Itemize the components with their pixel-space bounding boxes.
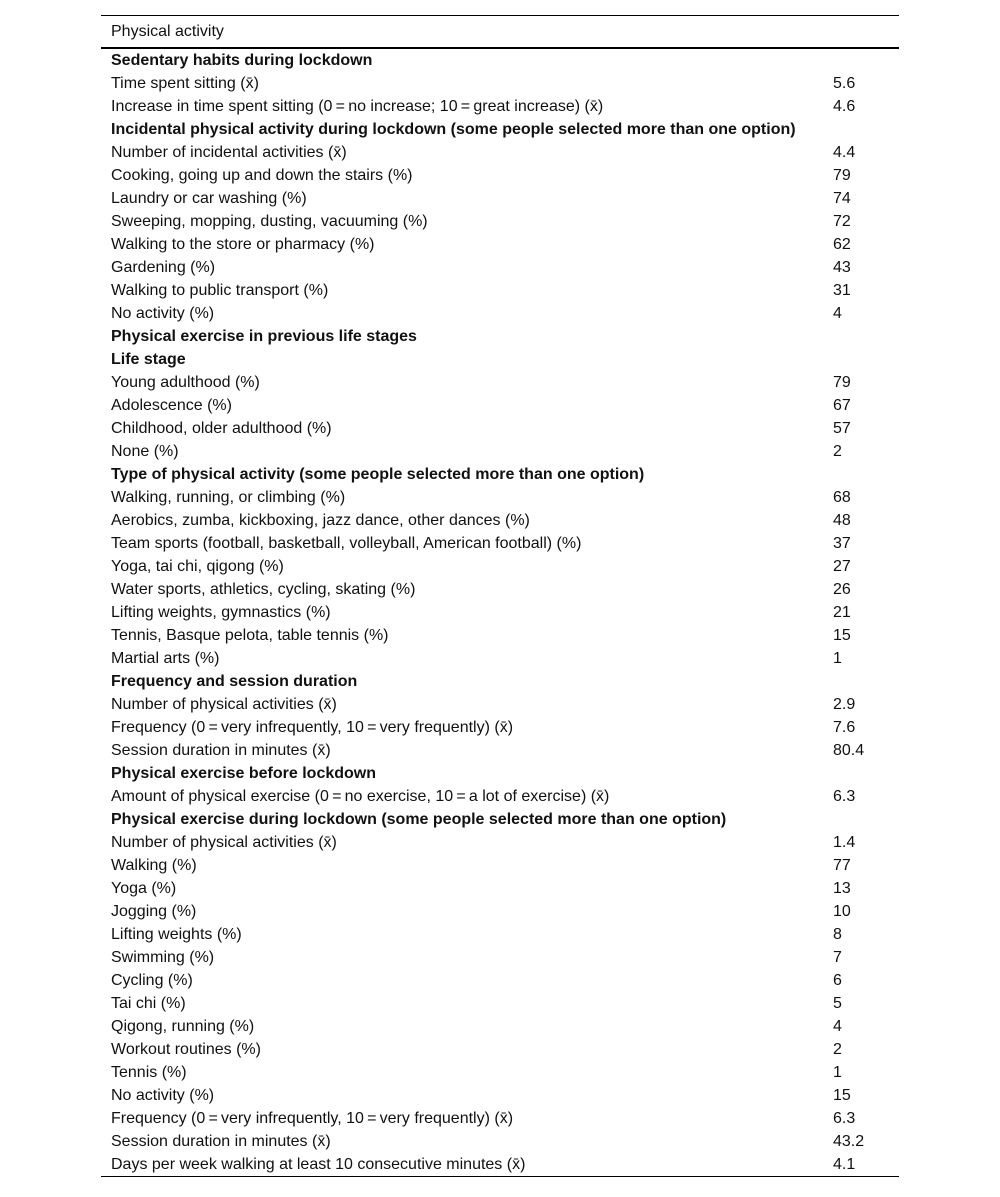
row-value bbox=[823, 325, 899, 348]
section-heading: Physical exercise during lockdown (some people selected more than one option) bbox=[111, 811, 727, 828]
row-value: 31 bbox=[833, 282, 851, 299]
row-value: 1 bbox=[833, 1064, 842, 1081]
row-value bbox=[823, 463, 899, 486]
row-label: Yoga (%) bbox=[111, 880, 177, 897]
table-row bbox=[101, 141, 899, 164]
row-label: Time spent sitting (x̄) bbox=[111, 75, 259, 92]
row-label: Number of physical activities (x̄) bbox=[111, 834, 337, 851]
table-row bbox=[101, 440, 899, 463]
row-label: Session duration in minutes (x̄) bbox=[111, 742, 331, 759]
table-row bbox=[101, 1084, 899, 1107]
row-value: 79 bbox=[833, 374, 851, 391]
section-heading: Life stage bbox=[111, 351, 186, 368]
row-value: 48 bbox=[833, 512, 851, 529]
row-label: Martial arts (%) bbox=[111, 650, 220, 667]
section-row bbox=[101, 48, 899, 72]
row-value: 1.4 bbox=[833, 834, 856, 851]
table-row bbox=[101, 509, 899, 532]
row-value: 4 bbox=[833, 1018, 842, 1035]
row-value bbox=[823, 48, 899, 72]
section-row bbox=[101, 118, 899, 141]
row-value: 79 bbox=[833, 167, 851, 184]
row-value: 37 bbox=[833, 535, 851, 552]
row-value: 13 bbox=[833, 880, 851, 897]
table-row bbox=[101, 555, 899, 578]
row-label: Days per week walking at least 10 consecutive minutes (x̄) bbox=[111, 1156, 526, 1173]
table-row bbox=[101, 532, 899, 555]
table-row bbox=[101, 95, 899, 118]
table-header bbox=[101, 16, 899, 49]
row-value: 2.9 bbox=[833, 696, 856, 713]
row-value: 4 bbox=[833, 305, 842, 322]
row-value: 10 bbox=[833, 903, 851, 920]
table-row bbox=[101, 716, 899, 739]
table-row bbox=[101, 1107, 899, 1130]
row-value: 7 bbox=[833, 949, 842, 966]
table-row bbox=[101, 1153, 899, 1176]
table-row bbox=[101, 256, 899, 279]
row-value: 4.4 bbox=[833, 144, 856, 161]
table-row bbox=[101, 578, 899, 601]
table-row bbox=[101, 601, 899, 624]
section-heading: Frequency and session duration bbox=[111, 673, 358, 690]
row-value: 4.1 bbox=[833, 1156, 856, 1173]
section-row bbox=[101, 808, 899, 831]
row-value: 77 bbox=[833, 857, 851, 874]
table-row bbox=[101, 187, 899, 210]
row-label: Gardening (%) bbox=[111, 259, 216, 276]
table-row bbox=[101, 992, 899, 1015]
table-header-title: Physical activity bbox=[101, 16, 899, 49]
row-value: 43 bbox=[833, 259, 851, 276]
section-row bbox=[101, 463, 899, 486]
section-row bbox=[101, 670, 899, 693]
table-row bbox=[101, 739, 899, 762]
row-value: 5 bbox=[833, 995, 842, 1012]
row-value: 68 bbox=[833, 489, 851, 506]
row-value: 5.6 bbox=[833, 75, 856, 92]
row-label: Workout routines (%) bbox=[111, 1041, 261, 1058]
row-label: Young adulthood (%) bbox=[111, 374, 260, 391]
row-value: 6.3 bbox=[833, 1110, 856, 1127]
row-label: Sweeping, mopping, dusting, vacuuming (%) bbox=[111, 213, 428, 230]
row-value bbox=[823, 670, 899, 693]
row-label: Lifting weights (%) bbox=[111, 926, 242, 943]
row-value: 72 bbox=[833, 213, 851, 230]
row-label: Tennis (%) bbox=[111, 1064, 187, 1081]
section-row bbox=[101, 762, 899, 785]
row-label: Swimming (%) bbox=[111, 949, 215, 966]
row-label: Number of physical activities (x̄) bbox=[111, 696, 337, 713]
table-row bbox=[101, 417, 899, 440]
section-row bbox=[101, 348, 899, 371]
section-heading: Physical exercise in previous life stages bbox=[111, 328, 417, 345]
row-label: Laundry or car washing (%) bbox=[111, 190, 307, 207]
row-label: Frequency (0 = very infrequently, 10 = very frequently) (x̄) bbox=[111, 1110, 514, 1127]
row-value: 15 bbox=[833, 1087, 851, 1104]
table-row bbox=[101, 831, 899, 854]
table-row bbox=[101, 693, 899, 716]
row-label: No activity (%) bbox=[111, 1087, 215, 1104]
table-row bbox=[101, 210, 899, 233]
row-label: Walking to public transport (%) bbox=[111, 282, 329, 299]
table-row bbox=[101, 164, 899, 187]
row-value bbox=[823, 808, 899, 831]
row-value: 1 bbox=[833, 650, 842, 667]
table-row bbox=[101, 785, 899, 808]
row-value: 62 bbox=[833, 236, 851, 253]
row-label: Yoga, tai chi, qigong (%) bbox=[111, 558, 284, 575]
section-row bbox=[101, 325, 899, 348]
row-label: Walking (%) bbox=[111, 857, 197, 874]
table-row bbox=[101, 279, 899, 302]
row-label: Childhood, older adulthood (%) bbox=[111, 420, 332, 437]
row-label: No activity (%) bbox=[111, 305, 215, 322]
section-heading: Incidental physical activity during lockdown (some people selected more than one option) bbox=[111, 121, 796, 138]
table-row bbox=[101, 647, 899, 670]
row-label: Cycling (%) bbox=[111, 972, 193, 989]
row-label: Walking, running, or climbing (%) bbox=[111, 489, 346, 506]
section-heading: Physical exercise before lockdown bbox=[111, 765, 377, 782]
row-label: Cooking, going up and down the stairs (%) bbox=[111, 167, 413, 184]
row-label: Jogging (%) bbox=[111, 903, 197, 920]
row-label: Increase in time spent sitting (0 = no increase; 10 = great increase) (x̄) bbox=[111, 98, 604, 115]
row-label: Adolescence (%) bbox=[111, 397, 232, 414]
row-label: Water sports, athletics, cycling, skating (%) bbox=[111, 581, 416, 598]
table-row bbox=[101, 72, 899, 95]
row-value: 8 bbox=[833, 926, 842, 943]
table-row bbox=[101, 302, 899, 325]
row-label: Frequency (0 = very infrequently, 10 = very frequently) (x̄) bbox=[111, 719, 514, 736]
row-value: 57 bbox=[833, 420, 851, 437]
row-value: 43.2 bbox=[833, 1133, 865, 1150]
header-row bbox=[101, 16, 899, 49]
table-row bbox=[101, 371, 899, 394]
section-heading: Type of physical activity (some people selected more than one option) bbox=[111, 466, 645, 483]
table-row bbox=[101, 1015, 899, 1038]
row-value bbox=[823, 348, 899, 371]
row-label: Tai chi (%) bbox=[111, 995, 186, 1012]
row-value: 4.6 bbox=[833, 98, 856, 115]
table-row bbox=[101, 946, 899, 969]
table-row bbox=[101, 969, 899, 992]
row-value: 74 bbox=[833, 190, 851, 207]
row-label: Lifting weights, gymnastics (%) bbox=[111, 604, 331, 621]
table-row bbox=[101, 877, 899, 900]
row-label: Amount of physical exercise (0 = no exercise, 10 = a lot of exercise) (x̄) bbox=[111, 788, 610, 805]
row-value: 7.6 bbox=[833, 719, 856, 736]
row-label: Session duration in minutes (x̄) bbox=[111, 1133, 331, 1150]
row-value: 21 bbox=[833, 604, 851, 621]
row-label: Tennis, Basque pelota, table tennis (%) bbox=[111, 627, 389, 644]
row-value bbox=[823, 118, 899, 141]
section-heading: Sedentary habits during lockdown bbox=[111, 52, 373, 69]
row-value: 2 bbox=[833, 443, 842, 460]
table-row bbox=[101, 624, 899, 647]
table-row bbox=[101, 900, 899, 923]
row-label: Aerobics, zumba, kickboxing, jazz dance, other dances (%) bbox=[111, 512, 530, 529]
row-label: Qigong, running (%) bbox=[111, 1018, 255, 1035]
table-row bbox=[101, 233, 899, 256]
row-value: 26 bbox=[833, 581, 851, 598]
row-value: 80.4 bbox=[833, 742, 865, 759]
table-row bbox=[101, 923, 899, 946]
row-value bbox=[823, 762, 899, 785]
row-value: 6 bbox=[833, 972, 842, 989]
table-row bbox=[101, 854, 899, 877]
row-label: Team sports (football, basketball, volleyball, American football) (%) bbox=[111, 535, 582, 552]
table-row bbox=[101, 1038, 899, 1061]
table-body bbox=[101, 48, 899, 1176]
row-value: 27 bbox=[833, 558, 851, 575]
row-label: None (%) bbox=[111, 443, 179, 460]
table-row bbox=[101, 1061, 899, 1084]
row-value: 67 bbox=[833, 397, 851, 414]
physical-activity-table-container bbox=[101, 15, 899, 1177]
row-label: Walking to the store or pharmacy (%) bbox=[111, 236, 375, 253]
table-row bbox=[101, 486, 899, 509]
physical-activity-table bbox=[101, 15, 899, 1176]
row-value: 15 bbox=[833, 627, 851, 644]
table-bottom-rule bbox=[101, 1176, 899, 1177]
row-value: 2 bbox=[833, 1041, 842, 1058]
row-value: 6.3 bbox=[833, 788, 856, 805]
table-row bbox=[101, 394, 899, 417]
row-label: Number of incidental activities (x̄) bbox=[111, 144, 347, 161]
table-row bbox=[101, 1130, 899, 1153]
